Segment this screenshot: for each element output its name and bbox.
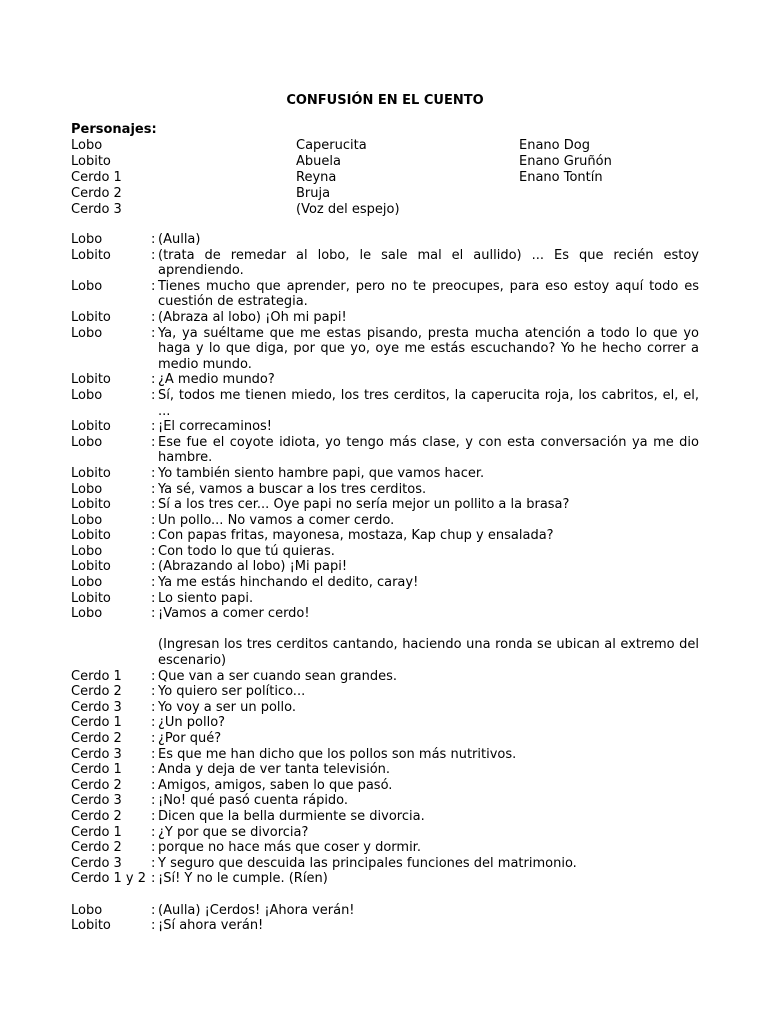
dialogue-text: ¡Sí ahora verán! [158,918,264,934]
speaker-name: Lobo [71,232,103,247]
speaker-name: Cerdo 1 [71,715,122,731]
stage-direction: (Ingresan los tres cerditos cantando, haciendo una ronda se ubican al extremo del escenario) [158,637,699,669]
dialogue-line [71,747,699,763]
character-name: Enano Dog [519,138,590,153]
character-name: Reyna [296,170,337,185]
character-name: Cerdo 2 [71,186,122,201]
dialogue-line [71,497,699,513]
dialogue-line [71,419,699,435]
speaker-separator: : [151,808,156,824]
characters-column-3 [519,138,612,186]
dialogue-text: ¡Sí! Y no le cumple. (Ríen) [158,871,328,887]
speaker-separator: : [151,575,156,591]
speaker-name: Cerdo 3 [71,855,122,871]
speaker-separator: : [151,715,156,731]
speaker-separator: : [151,590,156,606]
speaker-name: Lobo [71,387,103,403]
dialogue-text: (trata de remedar al lobo, le sale mal el aullido) ... Es que recién estoy aprendiendo. [158,247,699,279]
speaker-name: Lobo [71,606,103,622]
dialogue-line [71,326,699,373]
dialogue-text: Ya sé, vamos a buscar a los tres cerditos. [158,481,427,497]
speaker-separator: : [151,481,156,497]
character-name: Enano Gruñón [519,154,612,169]
dialogue-line [71,388,699,419]
speaker-name: Cerdo 1 [71,668,122,684]
dialogue-text: porque no hace más que coser y dormir. [158,840,421,856]
speaker-separator: : [151,746,156,762]
speaker-name: Cerdo 2 [71,777,122,793]
speaker-name: Lobo [71,325,103,341]
dialogue-line [71,372,699,388]
speaker-name: Cerdo 3 [71,746,122,762]
dialogue-text: ¿Y por que se divorcia? [158,824,309,840]
speaker-name: Cerdo 3 [71,699,122,715]
dialogue-line [71,793,699,809]
dialogue-line [71,903,699,919]
dialogue-text: Amigos, amigos, saben lo que pasó. [158,777,393,793]
dialogue-line [71,840,699,856]
dialogue-line [71,762,699,778]
character-name: Enano Tontín [519,170,603,185]
speaker-separator: : [151,543,156,559]
dialogue-text: Con papas fritas, mayonesa, mostaza, Kap chup y ensalada? [158,528,554,544]
dialogue-text: Ya, ya suéltame que me estas pisando, presta mucha atención a todo lo que yo haga y lo que diga, por que yo, oye me estás escuchando? Yo he hecho correr a medio mundo. [158,325,699,372]
dialogue-text: ¿Por qué? [158,731,222,746]
speaker-separator: : [151,419,156,435]
dialogue-text: Y seguro que descuida las principales funciones del matrimonio. [158,855,577,871]
dialogue-text: Un pollo... No vamos a comer cerdo. [158,512,395,528]
dialogue-line [71,466,699,482]
speaker-name: Lobito [71,419,111,435]
blank-line [71,622,699,638]
character-name: Bruja [296,186,331,201]
dialogue-text: ¿Un pollo? [158,715,226,731]
speaker-separator: : [151,434,156,450]
dialogue-line [71,731,699,747]
speaker-name: Cerdo 2 [71,731,122,746]
dialogue-text: Sí a los tres cer... Oye papi no sería mejor un pollito a la brasa? [158,497,570,513]
dialogue-line [71,809,699,825]
speaker-name: Lobito [71,559,111,575]
speaker-separator: : [151,325,156,341]
dialogue-line [71,544,699,560]
character-name: Caperucita [296,138,367,153]
speaker-name: Cerdo 2 [71,684,122,700]
character-name: Lobito [71,154,111,169]
characters-column-1 [71,138,122,218]
speaker-separator: : [151,232,156,247]
speaker-name: Cerdo 2 [71,840,122,856]
dialogue-text: Tienes mucho que aprender, pero no te preocupes, para eso estoy aquí todo es cuestión de estrategia. [158,278,699,310]
speaker-name: Lobo [71,543,103,559]
dialogue-line [71,232,699,248]
dialogue-line [71,482,699,498]
speaker-separator: : [151,731,156,746]
dialogue-line [71,918,699,934]
document-title: CONFUSIÓN EN EL CUENTO [286,93,484,108]
dialogue-text: ¡El correcaminos! [158,419,273,435]
dialogue-text: Yo quiero ser político... [158,684,306,700]
script-body [71,232,699,934]
speaker-name: Lobo [71,902,103,918]
dialogue-line [71,669,699,685]
speaker-name: Cerdo 1 [71,762,122,778]
dialogue-line [71,856,699,872]
speaker-name: Cerdo 3 [71,793,122,809]
speaker-name: Cerdo 1 y 2 [71,871,147,887]
dialogue-line [71,435,699,466]
dialogue-line [71,559,699,575]
speaker-separator: : [151,840,156,856]
dialogue-text: (Abrazando al lobo) ¡Mi papi! [158,559,348,575]
dialogue-text: (Aulla) ¡Cerdos! ¡Ahora verán! [158,902,355,918]
speaker-separator: : [151,918,156,934]
speaker-separator: : [151,762,156,778]
characters-column-2 [296,138,400,218]
dialogue-text: Es que me han dicho que los pollos son más nutritivos. [158,746,517,762]
character-name: Abuela [296,154,341,169]
speaker-name: Lobito [71,247,111,263]
speaker-name: Lobo [71,434,103,450]
speaker-separator: : [151,777,156,793]
speaker-separator: : [151,372,156,388]
speaker-name: Lobito [71,590,111,606]
characters-heading: Personajes: [71,122,157,137]
dialogue-line [71,513,699,529]
dialogue-line [71,248,699,279]
speaker-separator: : [151,559,156,575]
dialogue-text: (Aulla) [158,232,201,247]
dialogue-text: Lo siento papi. [158,590,254,606]
dialogue-text: Dicen que la bella durmiente se divorcia. [158,808,425,824]
dialogue-text: Con todo lo que tú quieras. [158,543,335,559]
speaker-separator: : [151,278,156,294]
dialogue-line [71,591,699,607]
speaker-separator: : [151,699,156,715]
dialogue-line [71,684,699,700]
speaker-name: Lobito [71,465,111,481]
dialogue-text: ¿A medio mundo? [158,372,275,388]
dialogue-text: Yo voy a ser un pollo. [158,699,297,715]
speaker-name: Lobito [71,918,111,934]
speaker-name: Lobito [71,497,111,513]
dialogue-text: Que van a ser cuando sean grandes. [158,668,397,684]
speaker-separator: : [151,512,156,528]
dialogue-text: Ese fue el coyote idiota, yo tengo más clase, y con esta conversación ya me dio hambre. [158,434,699,466]
speaker-name: Cerdo 1 [71,824,122,840]
character-name: Cerdo 1 [71,170,122,185]
dialogue-line [71,279,699,310]
blank-line [71,887,699,903]
dialogue-line [71,778,699,794]
dialogue-line [71,715,699,731]
speaker-separator: : [151,387,156,403]
speaker-name: Lobito [71,309,111,325]
dialogue-line [71,825,699,841]
dialogue-text: ¡No! qué pasó cuenta rápido. [158,793,349,809]
dialogue-line [71,700,699,716]
speaker-name: Lobo [71,575,103,591]
speaker-separator: : [151,824,156,840]
character-name: (Voz del espejo) [296,202,400,217]
speaker-separator: : [151,528,156,544]
speaker-separator: : [151,902,156,918]
character-name: Cerdo 3 [71,202,122,217]
dialogue-line [71,871,699,887]
speaker-separator: : [151,793,156,809]
character-name: Lobo [71,138,103,153]
speaker-name: Lobito [71,528,111,544]
speaker-separator: : [151,309,156,325]
speaker-separator: : [151,606,156,622]
dialogue-text: Anda y deja de ver tanta televisión. [158,762,391,778]
dialogue-line [71,606,699,622]
speaker-name: Lobito [71,372,111,388]
speaker-separator: : [151,668,156,684]
dialogue-text: Sí, todos me tienen miedo, los tres cerditos, la caperucita roja, los cabritos, el, el, ... [158,387,699,419]
speaker-name: Lobo [71,481,103,497]
dialogue-line [71,310,699,326]
speaker-name: Cerdo 2 [71,808,122,824]
speaker-separator: : [151,684,156,700]
speaker-name: Lobo [71,278,103,294]
dialogue-text: Yo también siento hambre papi, que vamos hacer. [158,465,485,481]
dialogue-text: (Abraza al lobo) ¡Oh mi papi! [158,309,347,325]
speaker-separator: : [151,247,156,263]
dialogue-line [71,528,699,544]
speaker-separator: : [151,465,156,481]
speaker-separator: : [151,855,156,871]
dialogue-text: ¡Vamos a comer cerdo! [158,606,310,622]
dialogue-line [71,575,699,591]
speaker-separator: : [151,871,156,887]
speaker-separator: : [151,497,156,513]
dialogue-text: Ya me estás hinchando el dedito, caray! [158,575,419,591]
speaker-name: Lobo [71,512,103,528]
